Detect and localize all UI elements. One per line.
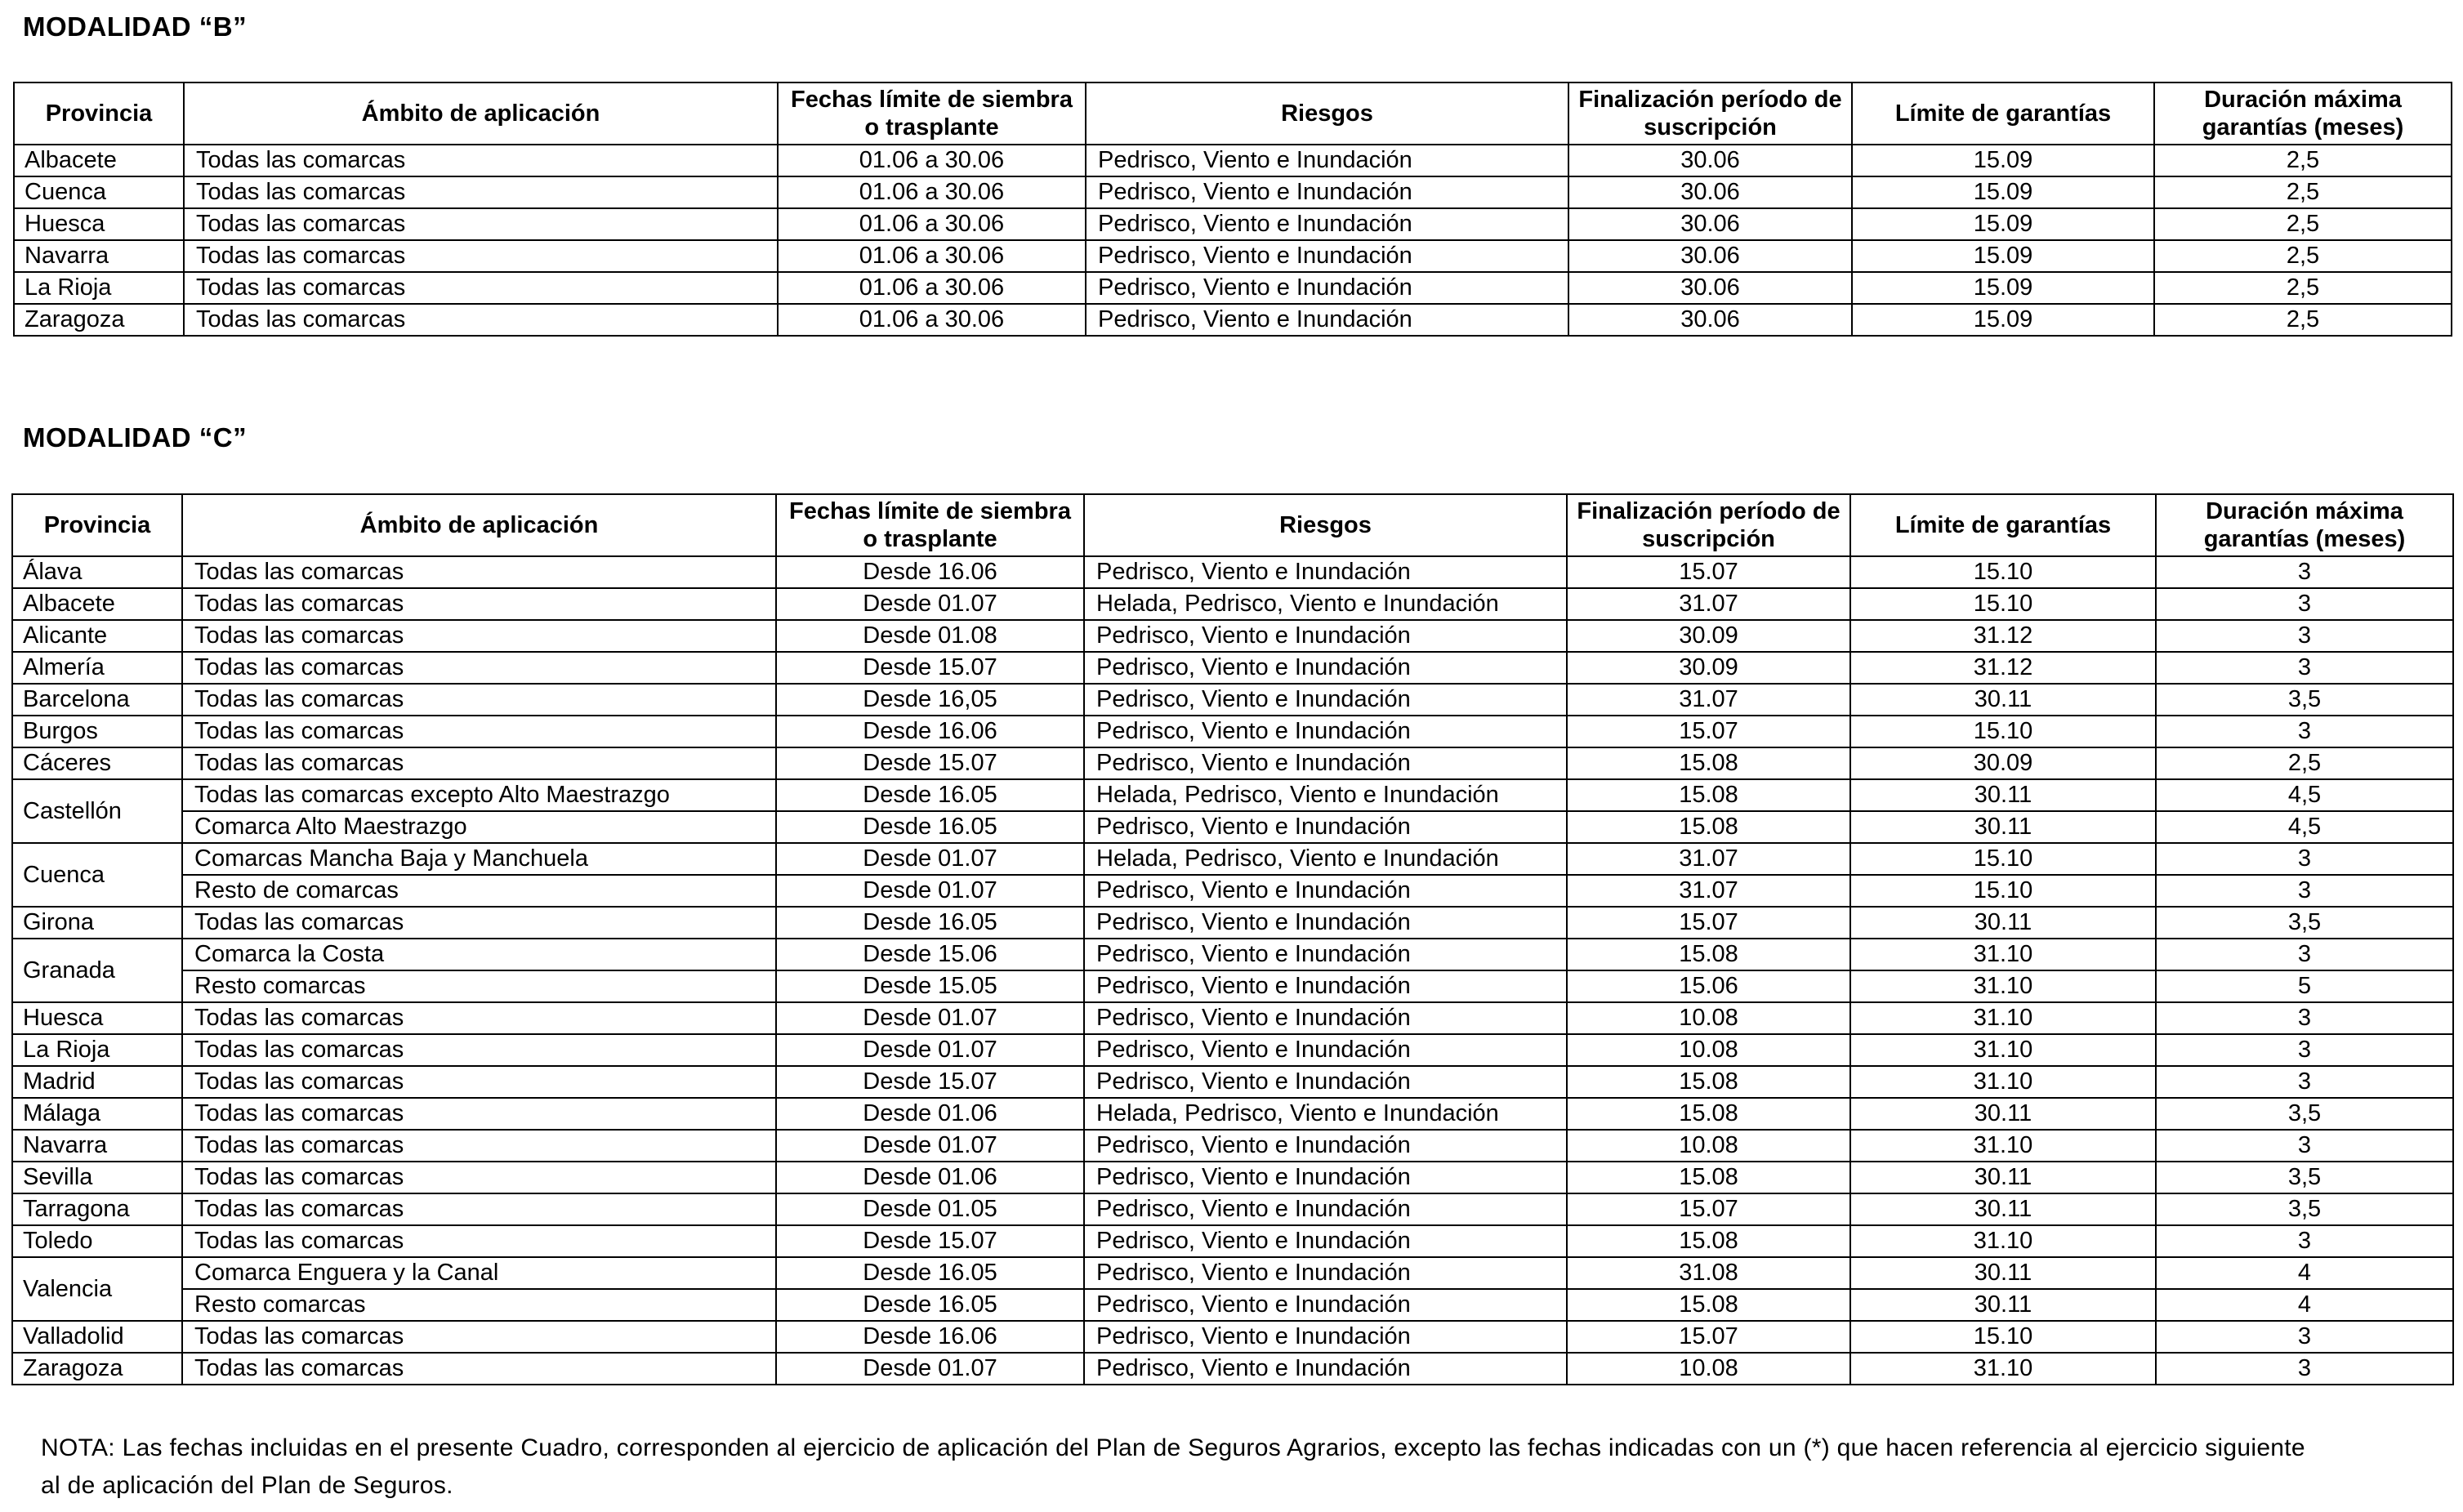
limite-cell: 30.11 xyxy=(1850,811,2156,843)
fechas-cell: Desde 01.07 xyxy=(776,843,1084,875)
table-row xyxy=(12,1002,2453,1034)
duracion-cell: 3 xyxy=(2156,588,2453,620)
duracion-cell: 3 xyxy=(2156,1353,2453,1385)
ambito-cell: Todas las comarcas xyxy=(184,240,778,272)
limite-cell: 15.09 xyxy=(1852,272,2154,304)
limite-cell: 31.10 xyxy=(1850,1066,2156,1098)
table-row xyxy=(12,1321,2453,1353)
finalizacion-cell: 31.07 xyxy=(1567,843,1850,875)
riesgos-cell: Pedrisco, Viento e Inundación xyxy=(1084,1066,1567,1098)
finalizacion-cell: 30.06 xyxy=(1568,240,1852,272)
fechas-cell: Desde 01.07 xyxy=(776,875,1084,907)
finalizacion-cell: 31.07 xyxy=(1567,588,1850,620)
limite-cell: 30.11 xyxy=(1850,1098,2156,1130)
section-title-modalidad-c: MODALIDAD “C” xyxy=(23,422,248,453)
provincia-cell: Castellón xyxy=(12,779,182,843)
finalizacion-cell: 10.08 xyxy=(1567,1130,1850,1162)
fechas-cell: Desde 01.07 xyxy=(776,1130,1084,1162)
finalizacion-cell: 10.08 xyxy=(1567,1034,1850,1066)
provincia-cell: Granada xyxy=(12,939,182,1002)
fechas-cell: Desde 01.07 xyxy=(776,1034,1084,1066)
ambito-cell: Todas las comarcas xyxy=(182,556,776,588)
limite-cell: 15.10 xyxy=(1850,588,2156,620)
finalizacion-cell: 15.08 xyxy=(1567,779,1850,811)
fechas-cell: 01.06 a 30.06 xyxy=(778,176,1086,208)
fechas-cell: 01.06 a 30.06 xyxy=(778,304,1086,336)
fechas-cell: Desde 16.05 xyxy=(776,811,1084,843)
fechas-cell: Desde 16.05 xyxy=(776,779,1084,811)
limite-cell: 15.09 xyxy=(1852,208,2154,240)
provincia-cell: Toledo xyxy=(12,1225,182,1257)
table-row xyxy=(12,907,2453,939)
duracion-cell: 2,5 xyxy=(2154,272,2452,304)
finalizacion-cell: 15.07 xyxy=(1567,716,1850,747)
header-fechas: Fechas límite de siembra o trasplante xyxy=(776,494,1084,556)
table-row xyxy=(14,272,2452,304)
fechas-cell: Desde 01.07 xyxy=(776,1002,1084,1034)
fechas-cell: Desde 15.07 xyxy=(776,1225,1084,1257)
finalizacion-cell: 15.06 xyxy=(1567,970,1850,1002)
limite-cell: 30.11 xyxy=(1850,1257,2156,1289)
duracion-cell: 4,5 xyxy=(2156,811,2453,843)
limite-cell: 30.11 xyxy=(1850,1289,2156,1321)
limite-cell: 31.10 xyxy=(1850,970,2156,1002)
riesgos-cell: Helada, Pedrisco, Viento e Inundación xyxy=(1084,779,1567,811)
provincia-cell: Huesca xyxy=(14,208,184,240)
riesgos-cell: Pedrisco, Viento e Inundación xyxy=(1084,1257,1567,1289)
finalizacion-cell: 10.08 xyxy=(1567,1353,1850,1385)
ambito-cell: Todas las comarcas excepto Alto Maestrazgo xyxy=(182,779,776,811)
duracion-cell: 4 xyxy=(2156,1257,2453,1289)
provincia-cell: Cuenca xyxy=(12,843,182,907)
finalizacion-cell: 10.08 xyxy=(1567,1002,1850,1034)
riesgos-cell: Pedrisco, Viento e Inundación xyxy=(1086,272,1568,304)
provincia-cell: Zaragoza xyxy=(14,304,184,336)
fechas-cell: Desde 16,05 xyxy=(776,684,1084,716)
riesgos-cell: Pedrisco, Viento e Inundación xyxy=(1086,240,1568,272)
header-riesgos: Riesgos xyxy=(1086,83,1568,145)
limite-cell: 31.10 xyxy=(1850,1034,2156,1066)
riesgos-cell: Pedrisco, Viento e Inundación xyxy=(1086,145,1568,176)
provincia-cell: Tarragona xyxy=(12,1193,182,1225)
riesgos-cell: Pedrisco, Viento e Inundación xyxy=(1084,1353,1567,1385)
duracion-cell: 2,5 xyxy=(2154,240,2452,272)
provincia-cell: Valencia xyxy=(12,1257,182,1321)
header-limite: Límite de garantías xyxy=(1850,494,2156,556)
finalizacion-cell: 15.07 xyxy=(1567,907,1850,939)
provincia-cell: Almería xyxy=(12,652,182,684)
ambito-cell: Resto comarcas xyxy=(182,970,776,1002)
finalizacion-cell: 15.08 xyxy=(1567,1162,1850,1193)
table-row xyxy=(12,747,2453,779)
table-row xyxy=(12,1193,2453,1225)
duracion-cell: 4,5 xyxy=(2156,779,2453,811)
ambito-cell: Todas las comarcas xyxy=(182,1066,776,1098)
ambito-cell: Resto comarcas xyxy=(182,1289,776,1321)
table-modalidad-c xyxy=(11,493,2454,1385)
table-row xyxy=(12,588,2453,620)
table-row xyxy=(12,1353,2453,1385)
table-row xyxy=(12,684,2453,716)
fechas-cell: Desde 01.07 xyxy=(776,588,1084,620)
riesgos-cell: Pedrisco, Viento e Inundación xyxy=(1084,620,1567,652)
riesgos-cell: Pedrisco, Viento e Inundación xyxy=(1084,684,1567,716)
riesgos-cell: Pedrisco, Viento e Inundación xyxy=(1086,208,1568,240)
table-header-row xyxy=(12,494,2453,556)
finalizacion-cell: 15.08 xyxy=(1567,1066,1850,1098)
duracion-cell: 3 xyxy=(2156,716,2453,747)
duracion-cell: 3,5 xyxy=(2156,684,2453,716)
limite-cell: 15.09 xyxy=(1852,240,2154,272)
ambito-cell: Todas las comarcas xyxy=(182,747,776,779)
ambito-cell: Todas las comarcas xyxy=(182,1193,776,1225)
provincia-cell: Cuenca xyxy=(14,176,184,208)
fechas-cell: Desde 15.05 xyxy=(776,970,1084,1002)
limite-cell: 31.10 xyxy=(1850,1002,2156,1034)
provincia-cell: Huesca xyxy=(12,1002,182,1034)
table-row xyxy=(12,779,2453,811)
header-limite: Límite de garantías xyxy=(1852,83,2154,145)
ambito-cell: Resto de comarcas xyxy=(182,875,776,907)
limite-cell: 15.09 xyxy=(1852,304,2154,336)
header-ambito: Ámbito de aplicación xyxy=(184,83,778,145)
duracion-cell: 3 xyxy=(2156,1225,2453,1257)
provincia-cell: Sevilla xyxy=(12,1162,182,1193)
riesgos-cell: Pedrisco, Viento e Inundación xyxy=(1084,1193,1567,1225)
limite-cell: 31.12 xyxy=(1850,620,2156,652)
fechas-cell: Desde 16.05 xyxy=(776,907,1084,939)
table-row xyxy=(14,240,2452,272)
header-duracion: Duración máxima garantías (meses) xyxy=(2154,83,2452,145)
table-row xyxy=(12,1034,2453,1066)
duracion-cell: 4 xyxy=(2156,1289,2453,1321)
fechas-cell: Desde 16.05 xyxy=(776,1289,1084,1321)
table-row xyxy=(12,556,2453,588)
riesgos-cell: Helada, Pedrisco, Viento e Inundación xyxy=(1084,588,1567,620)
finalizacion-cell: 30.06 xyxy=(1568,145,1852,176)
ambito-cell: Todas las comarcas xyxy=(184,145,778,176)
duracion-cell: 3 xyxy=(2156,620,2453,652)
provincia-cell: Valladolid xyxy=(12,1321,182,1353)
provincia-cell: Barcelona xyxy=(12,684,182,716)
riesgos-cell: Pedrisco, Viento e Inundación xyxy=(1084,939,1567,970)
duracion-cell: 3,5 xyxy=(2156,1193,2453,1225)
table-row xyxy=(12,620,2453,652)
finalizacion-cell: 15.08 xyxy=(1567,747,1850,779)
finalizacion-cell: 30.06 xyxy=(1568,176,1852,208)
ambito-cell: Comarcas Mancha Baja y Manchuela xyxy=(182,843,776,875)
riesgos-cell: Helada, Pedrisco, Viento e Inundación xyxy=(1084,1098,1567,1130)
finalizacion-cell: 15.07 xyxy=(1567,1321,1850,1353)
ambito-cell: Todas las comarcas xyxy=(184,272,778,304)
fechas-cell: 01.06 a 30.06 xyxy=(778,272,1086,304)
ambito-cell: Todas las comarcas xyxy=(182,1162,776,1193)
table-row xyxy=(12,1257,2453,1289)
table-row xyxy=(12,939,2453,970)
provincia-cell: Alicante xyxy=(12,620,182,652)
limite-cell: 15.09 xyxy=(1852,176,2154,208)
riesgos-cell: Pedrisco, Viento e Inundación xyxy=(1084,811,1567,843)
riesgos-cell: Pedrisco, Viento e Inundación xyxy=(1084,1002,1567,1034)
fechas-cell: Desde 01.06 xyxy=(776,1098,1084,1130)
table-row xyxy=(14,304,2452,336)
finalizacion-cell: 30.09 xyxy=(1567,620,1850,652)
provincia-cell: Madrid xyxy=(12,1066,182,1098)
table-row xyxy=(12,652,2453,684)
header-ambito: Ámbito de aplicación xyxy=(182,494,776,556)
riesgos-cell: Pedrisco, Viento e Inundación xyxy=(1084,556,1567,588)
table-row xyxy=(12,1162,2453,1193)
duracion-cell: 3 xyxy=(2156,875,2453,907)
riesgos-cell: Pedrisco, Viento e Inundación xyxy=(1086,176,1568,208)
finalizacion-cell: 30.06 xyxy=(1568,208,1852,240)
provincia-cell: Albacete xyxy=(14,145,184,176)
fechas-cell: Desde 15.07 xyxy=(776,747,1084,779)
limite-cell: 15.10 xyxy=(1850,716,2156,747)
header-fechas: Fechas límite de siembra o trasplante xyxy=(778,83,1086,145)
provincia-cell: Zaragoza xyxy=(12,1353,182,1385)
riesgos-cell: Helada, Pedrisco, Viento e Inundación xyxy=(1084,843,1567,875)
duracion-cell: 3 xyxy=(2156,1002,2453,1034)
fechas-cell: 01.06 a 30.06 xyxy=(778,145,1086,176)
finalizacion-cell: 31.07 xyxy=(1567,684,1850,716)
limite-cell: 30.11 xyxy=(1850,779,2156,811)
fechas-cell: Desde 15.06 xyxy=(776,939,1084,970)
riesgos-cell: Pedrisco, Viento e Inundación xyxy=(1084,875,1567,907)
limite-cell: 15.10 xyxy=(1850,875,2156,907)
duracion-cell: 3 xyxy=(2156,652,2453,684)
table-row xyxy=(14,176,2452,208)
duracion-cell: 3 xyxy=(2156,556,2453,588)
fechas-cell: Desde 16.06 xyxy=(776,556,1084,588)
duracion-cell: 3 xyxy=(2156,1130,2453,1162)
ambito-cell: Comarca Alto Maestrazgo xyxy=(182,811,776,843)
ambito-cell: Todas las comarcas xyxy=(182,1034,776,1066)
riesgos-cell: Pedrisco, Viento e Inundación xyxy=(1084,1289,1567,1321)
ambito-cell: Todas las comarcas xyxy=(182,652,776,684)
table-row xyxy=(12,1098,2453,1130)
limite-cell: 30.11 xyxy=(1850,1193,2156,1225)
header-riesgos: Riesgos xyxy=(1084,494,1567,556)
finalizacion-cell: 30.06 xyxy=(1568,304,1852,336)
duracion-cell: 3,5 xyxy=(2156,1162,2453,1193)
duracion-cell: 2,5 xyxy=(2154,145,2452,176)
riesgos-cell: Pedrisco, Viento e Inundación xyxy=(1084,1162,1567,1193)
ambito-cell: Todas las comarcas xyxy=(182,1098,776,1130)
ambito-cell: Todas las comarcas xyxy=(184,304,778,336)
fechas-cell: 01.06 a 30.06 xyxy=(778,240,1086,272)
finalizacion-cell: 15.08 xyxy=(1567,1098,1850,1130)
ambito-cell: Todas las comarcas xyxy=(182,1321,776,1353)
table-row xyxy=(14,145,2452,176)
table-row xyxy=(12,1066,2453,1098)
limite-cell: 30.11 xyxy=(1850,1162,2156,1193)
provincia-cell: Navarra xyxy=(12,1130,182,1162)
table-header-row xyxy=(14,83,2452,145)
duracion-cell: 3,5 xyxy=(2156,1098,2453,1130)
fechas-cell: 01.06 a 30.06 xyxy=(778,208,1086,240)
duracion-cell: 3 xyxy=(2156,939,2453,970)
duracion-cell: 2,5 xyxy=(2154,304,2452,336)
finalizacion-cell: 15.08 xyxy=(1567,1289,1850,1321)
provincia-cell: Albacete xyxy=(12,588,182,620)
ambito-cell: Todas las comarcas xyxy=(182,1002,776,1034)
duracion-cell: 3 xyxy=(2156,1034,2453,1066)
riesgos-cell: Pedrisco, Viento e Inundación xyxy=(1084,1034,1567,1066)
riesgos-cell: Pedrisco, Viento e Inundación xyxy=(1086,304,1568,336)
limite-cell: 15.10 xyxy=(1850,843,2156,875)
fechas-cell: Desde 16.06 xyxy=(776,716,1084,747)
limite-cell: 31.10 xyxy=(1850,1353,2156,1385)
finalizacion-cell: 15.07 xyxy=(1567,556,1850,588)
header-finalizacion: Finalización período de suscripción xyxy=(1567,494,1850,556)
finalizacion-cell: 30.06 xyxy=(1568,272,1852,304)
riesgos-cell: Pedrisco, Viento e Inundación xyxy=(1084,1130,1567,1162)
riesgos-cell: Pedrisco, Viento e Inundación xyxy=(1084,1225,1567,1257)
riesgos-cell: Pedrisco, Viento e Inundación xyxy=(1084,970,1567,1002)
provincia-cell: Málaga xyxy=(12,1098,182,1130)
limite-cell: 31.12 xyxy=(1850,652,2156,684)
table-row xyxy=(12,1289,2453,1321)
provincia-cell: Burgos xyxy=(12,716,182,747)
riesgos-cell: Pedrisco, Viento e Inundación xyxy=(1084,1321,1567,1353)
finalizacion-cell: 31.07 xyxy=(1567,875,1850,907)
ambito-cell: Todas las comarcas xyxy=(182,588,776,620)
duracion-cell: 2,5 xyxy=(2156,747,2453,779)
fechas-cell: Desde 01.07 xyxy=(776,1353,1084,1385)
finalizacion-cell: 15.08 xyxy=(1567,939,1850,970)
limite-cell: 31.10 xyxy=(1850,939,2156,970)
header-provincia: Provincia xyxy=(12,494,182,556)
limite-cell: 30.11 xyxy=(1850,684,2156,716)
limite-cell: 31.10 xyxy=(1850,1225,2156,1257)
limite-cell: 30.11 xyxy=(1850,907,2156,939)
table-row xyxy=(12,811,2453,843)
riesgos-cell: Pedrisco, Viento e Inundación xyxy=(1084,747,1567,779)
finalizacion-cell: 31.08 xyxy=(1567,1257,1850,1289)
duracion-cell: 3 xyxy=(2156,1066,2453,1098)
table-row xyxy=(12,716,2453,747)
ambito-cell: Todas las comarcas xyxy=(182,1225,776,1257)
riesgos-cell: Pedrisco, Viento e Inundación xyxy=(1084,652,1567,684)
duracion-cell: 2,5 xyxy=(2154,176,2452,208)
table-modalidad-b xyxy=(13,82,2452,337)
duracion-cell: 3 xyxy=(2156,843,2453,875)
footnote: NOTA: Las fechas incluidas en el presente Cuadro, corresponden al ejercicio de aplicación del Plan de Seguros Agrarios, excepto las fechas indicadas con un (*) que hacen referencia al ejercicio siguiente al de aplicación del Plan de Seguros. xyxy=(41,1434,2305,1499)
provincia-cell: Álava xyxy=(12,556,182,588)
table-row xyxy=(12,970,2453,1002)
finalizacion-cell: 15.08 xyxy=(1567,1225,1850,1257)
fechas-cell: Desde 16.05 xyxy=(776,1257,1084,1289)
ambito-cell: Todas las comarcas xyxy=(182,716,776,747)
limite-cell: 30.09 xyxy=(1850,747,2156,779)
ambito-cell: Todas las comarcas xyxy=(182,620,776,652)
fechas-cell: Desde 16.06 xyxy=(776,1321,1084,1353)
fechas-cell: Desde 01.08 xyxy=(776,620,1084,652)
limite-cell: 31.10 xyxy=(1850,1130,2156,1162)
fechas-cell: Desde 15.07 xyxy=(776,1066,1084,1098)
provincia-cell: Cáceres xyxy=(12,747,182,779)
ambito-cell: Todas las comarcas xyxy=(182,684,776,716)
duracion-cell: 2,5 xyxy=(2154,208,2452,240)
section-title-modalidad-b: MODALIDAD “B” xyxy=(23,11,248,42)
finalizacion-cell: 30.09 xyxy=(1567,652,1850,684)
ambito-cell: Todas las comarcas xyxy=(182,907,776,939)
table-row xyxy=(12,1130,2453,1162)
ambito-cell: Comarca Enguera y la Canal xyxy=(182,1257,776,1289)
table-row xyxy=(12,875,2453,907)
fechas-cell: Desde 01.06 xyxy=(776,1162,1084,1193)
ambito-cell: Todas las comarcas xyxy=(182,1353,776,1385)
limite-cell: 15.10 xyxy=(1850,556,2156,588)
ambito-cell: Todas las comarcas xyxy=(182,1130,776,1162)
provincia-cell: La Rioja xyxy=(14,272,184,304)
table-row xyxy=(14,208,2452,240)
ambito-cell: Todas las comarcas xyxy=(184,208,778,240)
header-duracion: Duración máxima garantías (meses) xyxy=(2156,494,2453,556)
finalizacion-cell: 15.08 xyxy=(1567,811,1850,843)
finalizacion-cell: 15.07 xyxy=(1567,1193,1850,1225)
ambito-cell: Todas las comarcas xyxy=(184,176,778,208)
riesgos-cell: Pedrisco, Viento e Inundación xyxy=(1084,907,1567,939)
duracion-cell: 5 xyxy=(2156,970,2453,1002)
provincia-cell: La Rioja xyxy=(12,1034,182,1066)
fechas-cell: Desde 01.05 xyxy=(776,1193,1084,1225)
provincia-cell: Girona xyxy=(12,907,182,939)
limite-cell: 15.10 xyxy=(1850,1321,2156,1353)
header-provincia: Provincia xyxy=(14,83,184,145)
table-row xyxy=(12,1225,2453,1257)
ambito-cell: Comarca la Costa xyxy=(182,939,776,970)
provincia-cell: Navarra xyxy=(14,240,184,272)
riesgos-cell: Pedrisco, Viento e Inundación xyxy=(1084,716,1567,747)
table-row xyxy=(12,843,2453,875)
duracion-cell: 3 xyxy=(2156,1321,2453,1353)
limite-cell: 15.09 xyxy=(1852,145,2154,176)
header-finalizacion: Finalización período de suscripción xyxy=(1568,83,1852,145)
duracion-cell: 3,5 xyxy=(2156,907,2453,939)
fechas-cell: Desde 15.07 xyxy=(776,652,1084,684)
